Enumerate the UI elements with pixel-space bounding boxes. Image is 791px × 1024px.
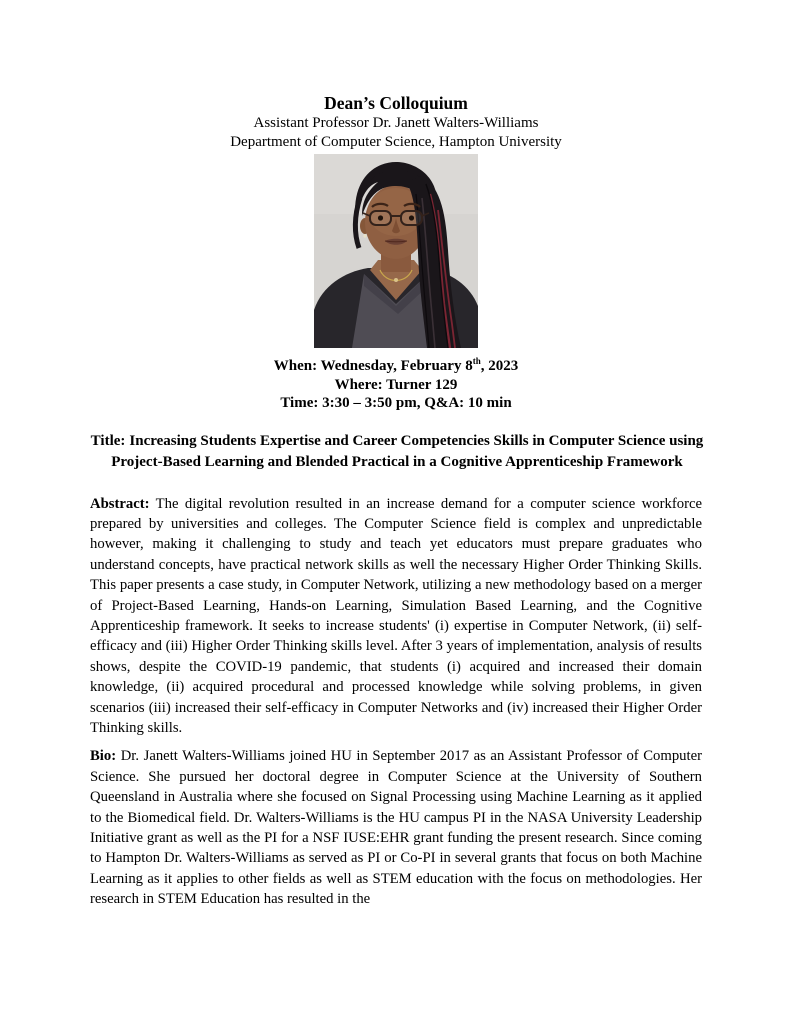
speaker-name: Assistant Professor Dr. Janett Walters-Williams (253, 115, 539, 131)
event-where: Where: Turner 129 (334, 376, 458, 393)
speaker-photo (314, 154, 478, 348)
event-when-year: , 2023 (480, 358, 519, 374)
bio-paragraph (90, 746, 702, 909)
abstract-paragraph (90, 494, 702, 739)
abstract-text: The digital revolution resulted in an increase demand for a computer science workforce prepared by universities and colleges. The Computer Science field is complex and unpredictable however, making it challenging to study and teach yet educators must prepare graduates who understand concepts, have practical network skills as well the necessary Higher Order Thinking Skills. This paper presents a case study, in Computer Network, utilizing a new methodology based on a merger of Project-Based Learning, Hands-on Learning, Simulation Based Learning, and the Cognitive Apprenticeship framework. It seeks to increase students' (i) expertise in Computer Network, (ii) self-efficacy and (iii) Higher Order Thinking skills level. After 3 years of implementation, analysis of results shows, despite the COVID-19 pandemic, that students (i) acquired and increased their domain knowledge, (ii) acquired procedural and processed knowledge while solving problems, in given scenarios (iii) increased their self-efficacy in Computer Networks and (iv) increased their Higher Order Thinking skills. (90, 495, 702, 736)
event-details (90, 357, 702, 413)
event-time: Time: 3:30 – 3:50 pm, Q&A: 10 min (280, 395, 512, 411)
event-when-text: When: Wednesday, February 8 (273, 358, 473, 374)
colloquium-title: Dean’s Colloquium (324, 93, 468, 113)
bio-text: Dr. Janett Walters-Williams joined HU in September 2017 as an Assistant Professor of Computer Science. She pursued her doctoral degree in Computer Science at the University of Southern Queensland in Australia where she focused on Signal Processing using Machine Learning as it applied to the Biomedical field. Dr. Walters-Williams is the HU campus PI in the NASA University Leadership Initiative grant as well as the PI for a NSF IUSE:EHR grant funding the present research. Since coming to Hampton Dr. Walters-Williams as served as PI or Co-PI in several grants that focus on both Machine Learning as it applies to other fields as well as STEM education with the focus on methodologies. Her research in STEM Education has resulted in the (90, 748, 702, 908)
event-when (90, 357, 702, 376)
talk-title-label: Title: (90, 432, 126, 449)
flyer-header (90, 93, 702, 151)
abstract-label: Abstract: (90, 495, 150, 512)
speaker-affiliation: Department of Computer Science, Hampton University (230, 133, 562, 150)
speaker-portrait-illustration (314, 154, 478, 348)
bio-label: Bio: (90, 748, 117, 765)
talk-title (90, 431, 704, 474)
talk-title-text: Increasing Students Expertise and Career Competencies Skills in Computer Science using Project-Based Learning and Blended Practical in a Cognitive Apprenticeship Framework (111, 432, 704, 470)
date-ordinal-suffix: th (472, 356, 481, 366)
